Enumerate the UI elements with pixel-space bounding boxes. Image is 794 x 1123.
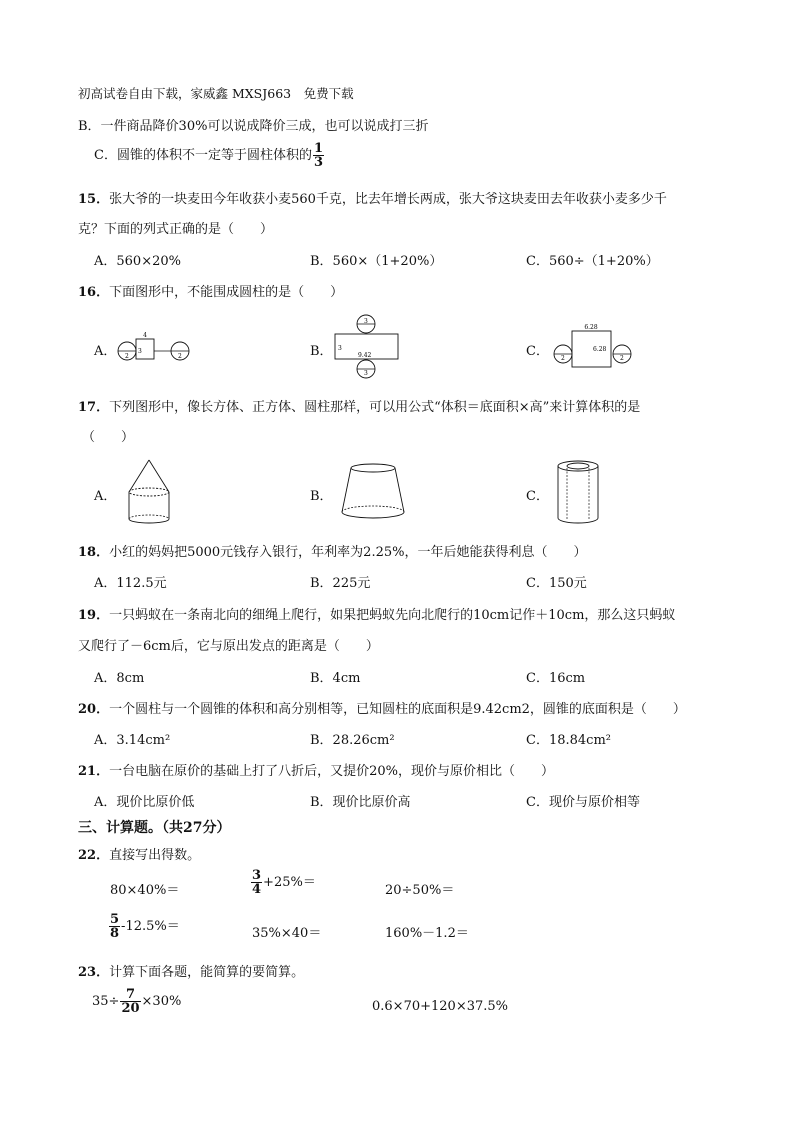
q16-number: 16． [78,285,110,300]
q16-option-a: A． [94,344,117,359]
q22-number: 22． [78,848,110,863]
fig-b-side-label: 3 [338,345,342,352]
q21-number: 21． [78,764,110,779]
q19-option-a: A．8cm [94,671,145,686]
fig-a-top-label: 4 [143,332,147,339]
q20-option-b: B．28.26cm² [310,733,395,748]
q20-number: 20． [78,702,110,717]
q17-option-b: B． [310,489,333,504]
fig-c-r1-label: 2 [561,355,565,362]
q16-text: 下面图形中，不能围成圆柱的是（ ） [109,285,344,300]
fig-c-side-label: 6.28 [593,346,607,353]
fig-a-r2-label: 2 [178,353,182,360]
q20-text: 一个圆柱与一个圆锥的体积和高分别相等，已知圆柱的底面积是9.42cm2，圆锥的底面积是（ ） [109,702,686,717]
q21-text: 一台电脑在原价的基础上打了八折后，又提价20%，现价与原价相比（ ） [109,764,554,779]
q17-figure-c-hollow-cylinder [553,459,603,527]
q14-option-c-text: C．圆锥的体积不一定等于圆柱体积的 [94,148,312,163]
q20-option-a: A．3.14cm² [94,733,171,748]
q16-option-c: C． [526,344,549,359]
q19-option-c: C．16cm [526,671,586,686]
q18-stem [78,541,586,560]
q20-stem [78,698,686,717]
q22-text: 直接写出得数。 [109,848,201,863]
fig-b-bottom-label: 3 [364,370,368,377]
q18-option-b: B．225元 [310,576,371,591]
q15-line2: 克？下面的列式正确的是（ ） [78,222,274,237]
q22-expr-4 [108,913,180,940]
q18-option-c: C．150元 [526,576,587,591]
q17-text: 下列图形中，像长方体、正方体、圆柱那样，可以用公式“体积＝底面积×高”来计算体积的是 [109,400,641,415]
q23-text: 计算下面各题，能简算的要简算。 [109,965,305,980]
q23-expr-1-pre: 35÷ [92,994,120,1009]
q22-expr-2-rest: +25%＝ [263,875,316,890]
q17-number: 17． [78,400,110,415]
q16-option-b: B． [310,344,333,359]
q15-text: 张大爷的一块麦田今年收获小麦560千克，比去年增长两成，张大爷这块麦田去年收获小麦多少千 [109,192,667,207]
q22-expr-2 [250,869,316,896]
q17-figure-a-cone-cylinder [124,458,174,528]
q23-expr-2: 0.6×70+120×37.5% [372,999,509,1014]
fraction-five-eighths: $\frac{5}{8}$ [110,912,120,941]
q18-option-a: A．112.5元 [94,576,167,591]
fig-b-length-label: 9.42 [358,352,372,359]
q22-expr-6: 160%－1.2＝ [385,926,469,941]
q16-figure-c [552,322,634,368]
q15-number: 15． [78,192,110,207]
q22-expr-3: 20÷50%＝ [385,883,455,898]
fraction-three-quarters: $\frac{3}{4}$ [252,868,262,897]
q16-figure-a [117,330,193,364]
q22-expr-5: 35%×40＝ [252,926,322,941]
q14-option-b: B．一件商品降价30%可以说成降价三成，也可以说成打三折 [78,119,429,134]
q17-line1 [78,396,640,415]
q23-number: 23． [78,965,110,980]
q20-option-c: C．18.84cm² [526,733,611,748]
q18-number: 18． [78,545,110,560]
q21-stem [78,760,554,779]
q21-option-b: B．现价比原价高 [310,795,411,810]
q19-line1 [78,604,675,623]
q23-expr-1 [92,988,181,1015]
q18-text: 小红的妈妈把5000元钱存入银行，年利率为2.25%，一年后她能获得利息（ ） [109,545,587,560]
q17-option-c: C． [526,489,549,504]
q23-stem [78,961,304,980]
q17-figure-b-frustum [338,462,408,524]
q22-stem [78,844,200,863]
q16-figure-b [332,313,402,381]
q15-line1 [78,188,667,207]
q14-option-c [94,142,325,169]
fraction-one-third: $\frac{1}{3}$ [313,141,323,170]
q15-option-c: C．560÷（1+20%） [526,254,659,269]
q16-stem [78,281,343,300]
q21-option-c: C．现价与原价相等 [526,795,640,810]
fraction-seven-twentieths: $\frac{7}{20}$ [121,987,140,1016]
fig-b-top-label: 3 [364,318,368,325]
q15-option-a: A．560×20% [94,254,181,269]
page-header: 初高试卷自由下载，家威鑫 MXSJ663 免费下载 [78,86,354,101]
fig-c-r2-label: 2 [620,355,624,362]
fig-c-top-label: 6.28 [584,324,598,331]
q19-text: 一只蚂蚁在一条南北向的细绳上爬行，如果把蚂蚁先向北爬行的10cm记作＋10cm，那么这只蚂蚁 [109,608,676,623]
section-title: 三、计算题。（共27分） [78,820,231,836]
q17-option-a: A． [94,489,117,504]
fig-a-side-label: 3 [138,348,142,355]
fig-a-r1-label: 2 [125,353,129,360]
q22-expr-1: 80×40%＝ [110,883,180,898]
q22-expr-4-rest: -12.5%＝ [121,919,180,934]
q21-option-a: A．现价比原价低 [94,795,195,810]
q19-option-b: B．4cm [310,671,361,686]
q23-expr-1-rest: ×30% [141,994,182,1009]
q15-option-b: B．560×（1+20%） [310,254,443,269]
q19-line2: 又爬行了－6cm后，它与原出发点的距离是（ ） [78,639,379,654]
q19-number: 19． [78,608,110,623]
q17-line2: （ ） [82,430,135,445]
